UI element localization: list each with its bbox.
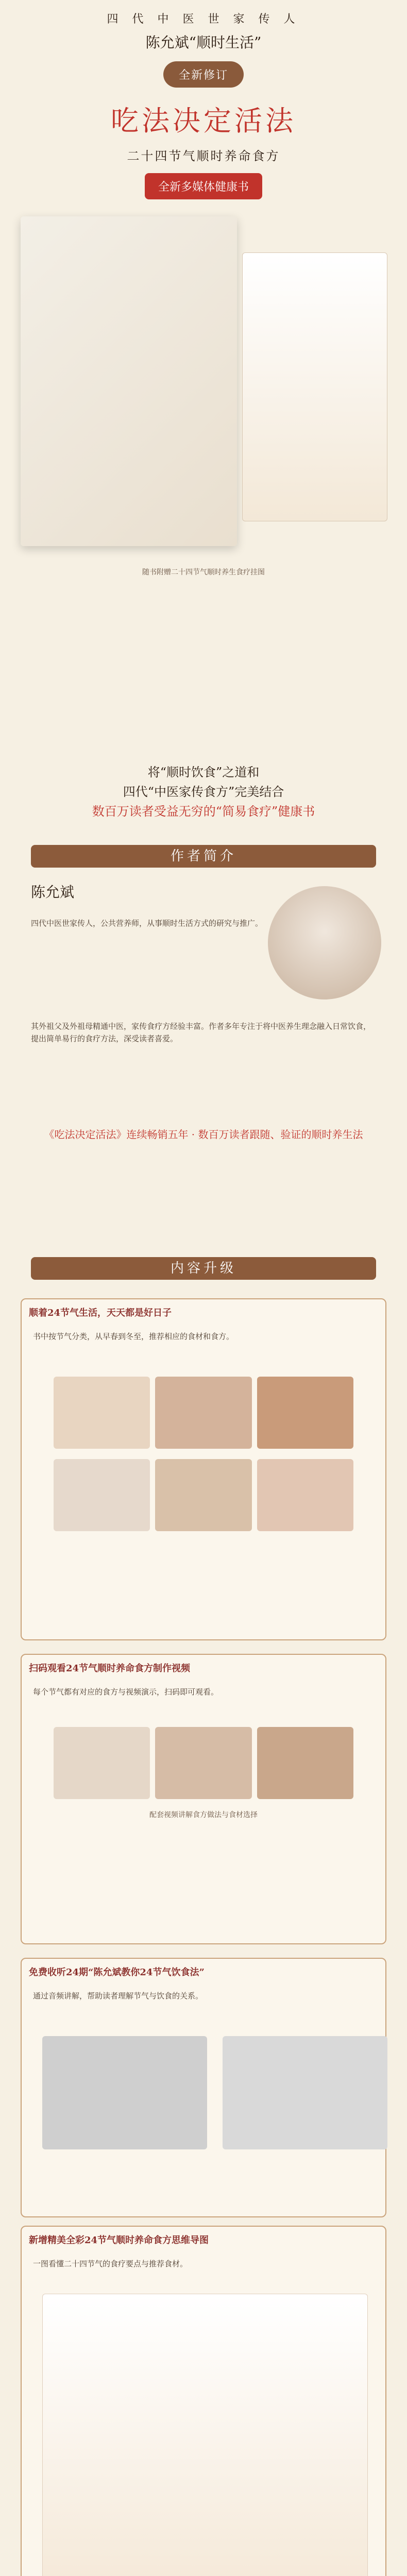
content-box-4 (21, 2226, 386, 2576)
wall-chart-image (242, 252, 387, 521)
food-image (155, 1377, 251, 1449)
content-box-3-title: 免费收听24期“陈允斌教你24节气饮食法” (29, 1967, 205, 1978)
top-header (0, 10, 407, 199)
content-box-2-images (54, 1727, 353, 1799)
content-box-2 (21, 1654, 386, 1944)
content-box-1-images (54, 1377, 353, 1449)
video-still-image (257, 1727, 353, 1799)
highlight-line-2: 四代“中医家传食方”完美结合 (123, 785, 284, 799)
author-section (0, 886, 407, 1257)
content-box-2-title: 扫码观看24节气顺时养命食方制作视频 (29, 1663, 191, 1674)
content-title-bar: 内容升级 (31, 1257, 376, 1280)
book-title: 吃法决定活法 (111, 105, 296, 137)
author-line: 陈允斌“顺时生活” (145, 34, 262, 51)
badge: 全新修订 (163, 61, 244, 88)
content-box-3-text: 通过音频讲解，帮助读者理解节气与饮食的关系。 (33, 1991, 204, 2001)
cover-caption: 随书附赠二十四节气顺时养生食疗挂图 (142, 568, 265, 577)
content-box-4-title: 新增精美全彩24节气顺时养命食方思维导图 (29, 2235, 209, 2246)
content-box-2-text: 每个节气都有对应的食方与视频演示，扫码即可观看。 (33, 1687, 219, 1697)
content-box-4-text: 一图看懂二十四节气的食疗要点与推荐食材。 (33, 2259, 188, 2268)
author-promo: 《吃法决定活法》连续畅销五年 · 数百万读者跟随、验证的顺时养生法 (44, 1128, 363, 1141)
highlights (0, 762, 407, 821)
book-cover-image (21, 216, 237, 546)
food-image (155, 1459, 251, 1531)
content-box-1-text: 书中按节气分类，从早春到冬至，推荐相应的食材和食方。 (33, 1332, 234, 1341)
content-box-1 (21, 1298, 386, 1640)
author-desc-2: 其外祖父及外祖母精通中医，家传食疗方经验丰富。作者多年专注于将中医养生理念融入日常饮食，提出简单易行的食疗方法，深受读者喜爱。 (31, 1022, 371, 1043)
content-box-1-images-2 (54, 1459, 353, 1531)
food-image (257, 1377, 353, 1449)
video-still-image (54, 1727, 150, 1799)
food-image (54, 1377, 150, 1449)
tagline: 四 代 中 医 世 家 传 人 (107, 13, 300, 26)
content-box-2-caption: 配套视频讲解食方做法与食材选择 (149, 1811, 258, 1819)
course-image (42, 2036, 207, 2149)
content-box-1-title: 顺着24节气生活，天天都是好日子 (29, 1308, 172, 1318)
mindmap-image (42, 2294, 368, 2576)
food-image (257, 1459, 353, 1531)
author-desc-1: 四代中医世家传人，公共营养师，从事顺时生活方式的研究与推广。 (31, 919, 263, 928)
content-box-3 (21, 1958, 386, 2217)
food-image (54, 1459, 150, 1531)
book-subtitle: 二十四节气顺时养命食方 (127, 149, 280, 163)
highlight-line-1: 将“顺时饮食”之道和 (147, 765, 260, 779)
new-edition-badge: 全新多媒体健康书 (145, 173, 262, 199)
author-name: 陈允斌 (31, 884, 75, 901)
highlight-line-3: 数百万读者受益无穷的“简易食疗”健康书 (92, 804, 315, 819)
video-still-image (155, 1727, 251, 1799)
cover-section (0, 216, 407, 721)
course-image (223, 2036, 387, 2149)
author-avatar (268, 886, 381, 999)
author-title-bar: 作者简介 (31, 845, 376, 868)
